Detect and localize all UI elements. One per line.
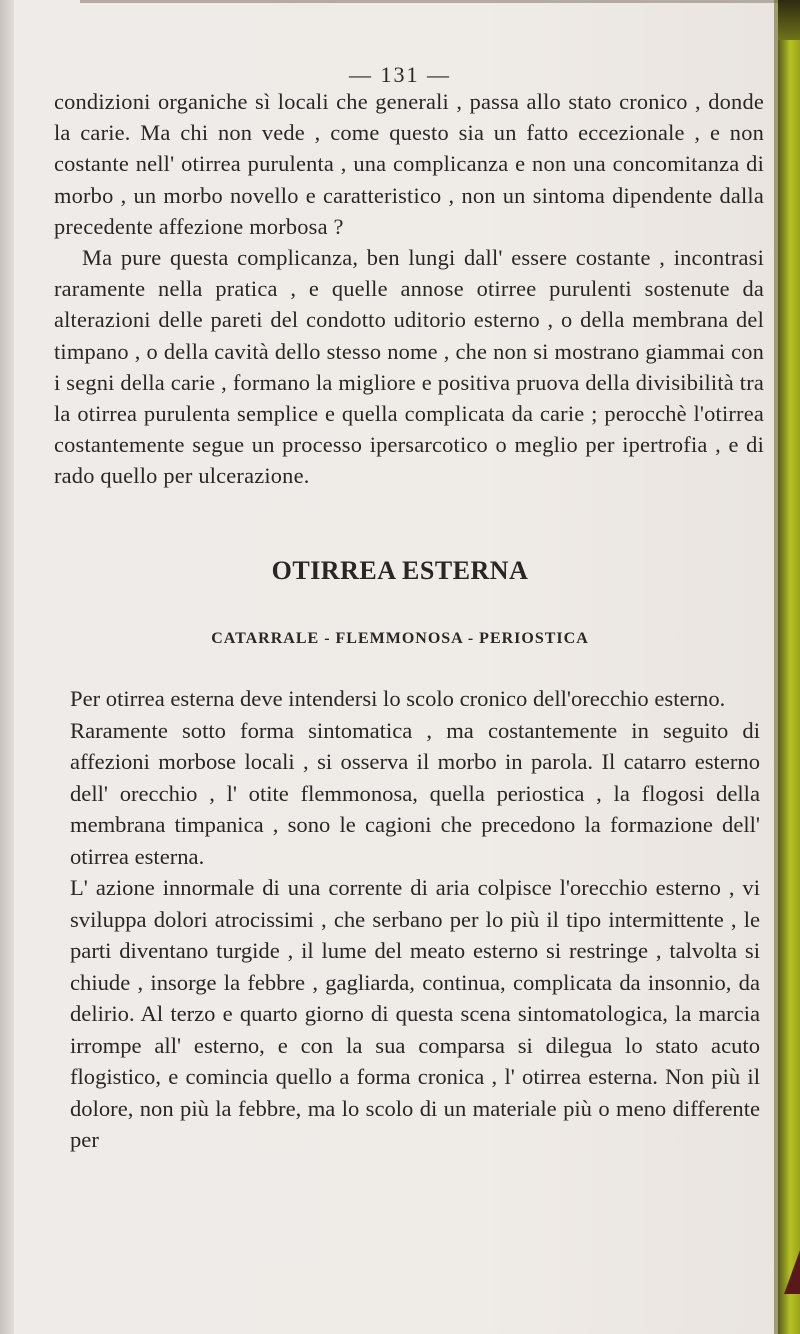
page-number: — 131 — [349,62,451,87]
page-left-edge [0,0,14,1334]
page-top-edge [80,0,780,3]
paragraph: Per otirrea esterna deve intendersi lo scolo cronico dell'orecchio esterno. [70,686,726,711]
book-binding-strip [778,0,800,1334]
section-subtitle: CATARRALE - FLEMMONOSA - PERIOSTICA [211,630,589,647]
paragraph: Raramente sotto forma sintomatica , ma costantemente in seguito di affezioni morbose locali , si osserva il morbo in parola. Il catarro esterno dell' orecchio , l' otite flemmonosa, quella periostica , la flogosi della membrana timpanica , sono le cagioni che precedono la formazione dell' otirrea esterna. [70,717,760,869]
section-title: OTIRREA ESTERNA [271,556,529,585]
paragraph: Ma pure questa complicanza, ben lungi dall' essere costante , incontrasi raramente nella pratica , e quelle annose otirree purulenti sostenute da alterazioni delle pareti del condotto uditorio esterno , o della membrana del timpano , o della cavità dello stesso nome , che non si mostrano giammai con i segni della carie , formano la migliore e positiva pruova della divisibilità tra la otirrea purulenta semplice e quella complicata da carie ; perocchè l'otirrea costantemente segue un processo ipersarcotico o meglio per ipertrofia , e di rado quello per ulcerazione. [54,245,764,489]
section-body [70,683,760,1156]
paragraph: L' azione innormale di una corrente di aria colpisce l'orecchio esterno , vi sviluppa dolori atrocissimi , che serbano per lo più il tipo intermittente , le parti diventano turgide , il lume del meato esterno si restringe , talvolta si chiude , insorge la febbre , gagliarda, continua, complicata da insonnio, da delirio. Al terzo e quarto giorno di questa scena sintomatologica, la marcia irrompe all' esterno, e con la sua comparsa si dilegua lo stato acuto flogistico, e comincia quello a forma cronica , l' otirrea esterna. Non più il dolore, non più la febbre, ma lo scolo di un materiale più o meno differente per [70,875,760,1152]
paragraph: condizioni organiche sì locali che generali , passa allo stato cronico , donde la carie. Ma chi non vede , come questo sia un fatto eccezionale , e non costante nell' otirrea purulenta , una complicanza e non una concomitanza di morbo , un morbo novello e caratteristico , non un sintoma dipendente dalla precedente affezione morbosa ? [54,89,764,239]
binding-corner [778,0,800,40]
continuation-text [54,86,764,492]
